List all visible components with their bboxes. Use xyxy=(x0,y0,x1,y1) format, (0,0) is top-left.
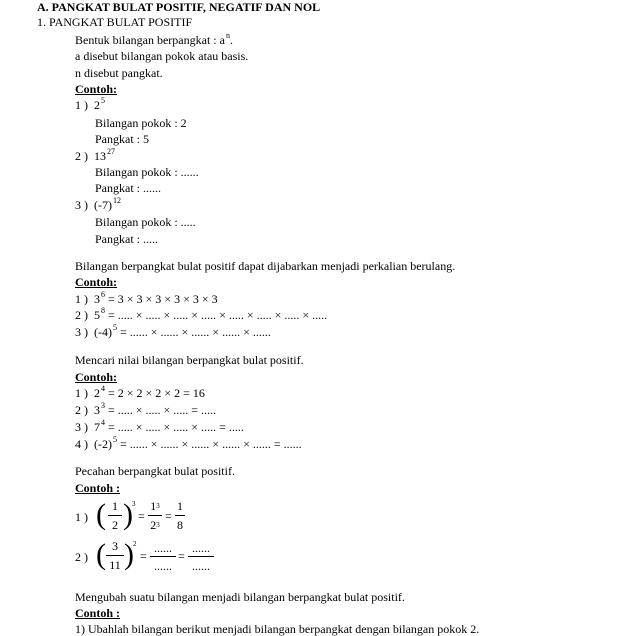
fraction-denominator: 8 xyxy=(177,518,183,532)
right-paren: ) xyxy=(124,538,134,571)
example-detail: Bilangan pokok : 2 xyxy=(95,116,187,130)
paragraph: Mengubah suatu bilangan menjadi bilangan berpangkat bulat positif. xyxy=(75,590,405,604)
example-item: 2 ) $5^8$ = ..... × ..... × ..... × ..... × ..... × ..... × ..... × ..... xyxy=(75,306,328,322)
fraction-bar xyxy=(148,515,162,516)
exponent: 2 xyxy=(133,540,137,548)
contoh-label: Contoh : xyxy=(75,481,121,495)
fraction-numerator: 3 xyxy=(112,539,118,553)
fraction-bar xyxy=(188,556,214,557)
fraction-bar xyxy=(150,556,176,557)
example-item: 1 ) $3^6 = 3 \times 3 \times 3 \times 3 \times 3 \times 3$ xyxy=(75,290,218,306)
right-paren: ) xyxy=(123,498,133,531)
fraction-numerator: ...... xyxy=(192,541,210,555)
contoh-label: Contoh: xyxy=(75,82,118,96)
equals-sign: = xyxy=(178,549,185,563)
contoh-label: Contoh : xyxy=(75,606,121,620)
paragraph: Mencari nilai bilangan berpangkat bulat positif. xyxy=(75,353,304,367)
fraction-numerator: ...... xyxy=(154,541,172,555)
fraction-denominator: $2^3$ xyxy=(150,518,160,532)
example-detail: Pangkat : 5 xyxy=(95,132,149,146)
example-detail: Bilangan pokok : ..... xyxy=(95,215,196,229)
fraction-numerator: $1^3$ xyxy=(150,499,160,513)
intro-line-3: n disebut pangkat. xyxy=(75,66,163,80)
instruction-line: 1) Ubahlah bilangan berikut menjadi bilangan berpangkat dengan bilangan pokok 2. xyxy=(75,622,480,636)
example-item: 3 ) $7^4$ = ..... × ..... × ..... × ..... = ..... xyxy=(75,418,244,434)
example-item: 1 ) $2^5$ xyxy=(75,96,105,112)
example-item: 4 ) $(-2)^5$ = ...... × ...... × ...... × ...... × ...... = ...... xyxy=(75,435,302,451)
example-item: 2 ) $13^{27}$ xyxy=(75,147,115,163)
example-number: 2 ) xyxy=(75,550,88,564)
fraction-numerator: 1 xyxy=(112,499,118,513)
example-item: 3 ) $(-7)^{12}$ xyxy=(75,196,121,212)
example-item: 3 ) $(-4)^5$ = ...... × ...... × ...... × ...... × ...... xyxy=(75,323,271,339)
equals-sign: = xyxy=(165,509,172,523)
fraction-bar xyxy=(108,515,122,516)
example-detail: Pangkat : ...... xyxy=(95,181,161,195)
paragraph: Pecahan berpangkat bulat positif. xyxy=(75,464,235,478)
fraction-denominator: ...... xyxy=(154,559,172,573)
example-detail: Bilangan pokok : ...... xyxy=(95,165,199,179)
fraction-bar xyxy=(175,515,185,516)
section-heading: A. PANGKAT BULAT POSITIF, NEGATIF DAN NOL xyxy=(37,0,321,14)
intro-line-2: a disebut bilangan pokok atau basis. xyxy=(75,49,249,63)
exponent: 3 xyxy=(132,500,136,508)
left-paren: ( xyxy=(96,538,106,571)
fraction-denominator: 2 xyxy=(112,518,118,532)
intro-line-1: Bentuk bilangan berpangkat : $a^n$. xyxy=(75,31,233,47)
left-paren: ( xyxy=(96,498,106,531)
fraction-bar xyxy=(106,555,124,556)
fraction-denominator: 11 xyxy=(109,558,121,572)
contoh-label: Contoh: xyxy=(75,370,118,384)
fraction-denominator: ...... xyxy=(192,559,210,573)
paragraph: Bilangan berpangkat bulat positif dapat dijabarkan menjadi perkalian berulang. xyxy=(75,259,456,273)
equals-sign: = xyxy=(138,509,145,523)
example-item: 2 ) $3^3$ = ..... × ..... × ..... = ..... xyxy=(75,401,217,417)
example-detail: Pangkat : ..... xyxy=(95,232,158,246)
subsection-heading: 1. PANGKAT BULAT POSITIF xyxy=(37,15,193,29)
example-number: 1 ) xyxy=(75,510,88,524)
contoh-label: Contoh: xyxy=(75,275,118,289)
fraction-numerator: 1 xyxy=(177,499,183,513)
example-item: 1 ) $2^4 = 2 \times 2 \times 2 \times 2 = 16$ xyxy=(75,384,205,400)
equals-sign: = xyxy=(140,549,147,563)
